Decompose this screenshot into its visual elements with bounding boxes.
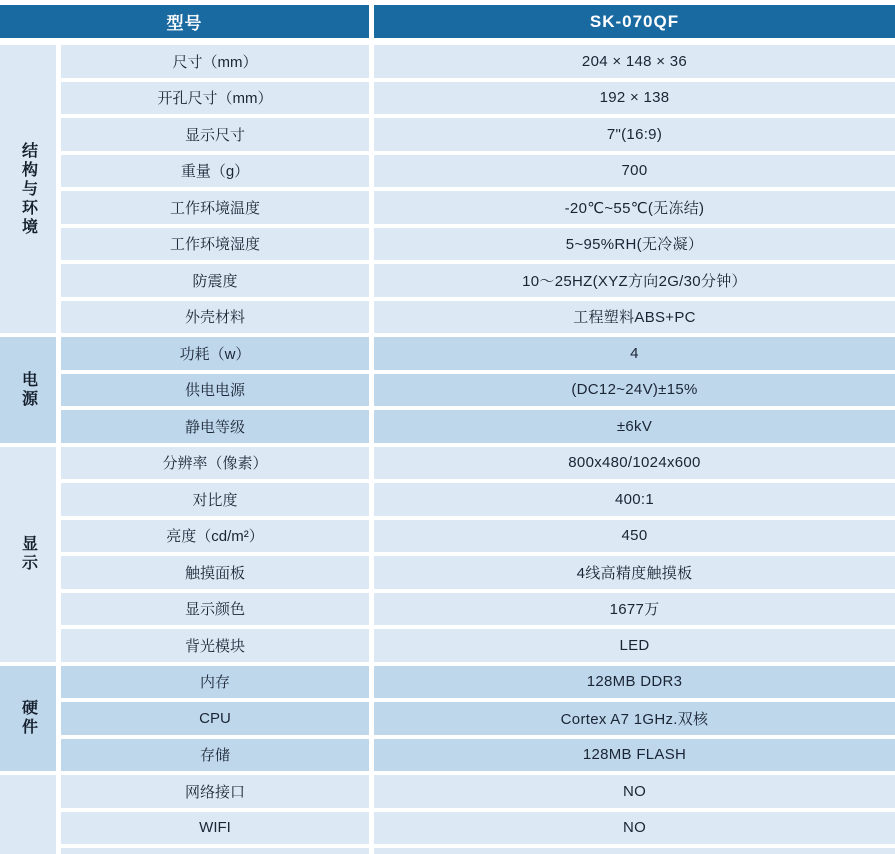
spec-value: 4 bbox=[374, 337, 895, 370]
spec-label: 分辨率（像素） bbox=[61, 447, 369, 480]
spec-label: 外壳材料 bbox=[61, 301, 369, 334]
spec-value: 5~95%RH(无冷凝） bbox=[374, 228, 895, 261]
spec-value: (DC12~24V)±15% bbox=[374, 374, 895, 407]
spec-value: 128MB FLASH bbox=[374, 739, 895, 772]
spec-label: 开孔尺寸（mm） bbox=[61, 82, 369, 115]
header-model-value: SK-070QF bbox=[374, 5, 895, 38]
spec-value: 7"(16:9) bbox=[374, 118, 895, 151]
spec-label: 静电等级 bbox=[61, 410, 369, 443]
spec-table bbox=[0, 45, 895, 854]
category-cell-power: 电源 bbox=[0, 337, 56, 443]
partial-next-row-label bbox=[61, 848, 369, 854]
spec-value: 450 bbox=[374, 520, 895, 553]
spec-label: 网络接口 bbox=[61, 775, 369, 808]
spec-value: 工程塑料ABS+PC bbox=[374, 301, 895, 334]
spec-value: NO bbox=[374, 775, 895, 808]
spec-value: 400:1 bbox=[374, 483, 895, 516]
spec-value: 700 bbox=[374, 155, 895, 188]
spec-value: 204 × 148 × 36 bbox=[374, 45, 895, 78]
spec-value: NO bbox=[374, 812, 895, 845]
spec-label: 显示尺寸 bbox=[61, 118, 369, 151]
spec-label: 内存 bbox=[61, 666, 369, 699]
spec-label: CPU bbox=[61, 702, 369, 735]
spec-value: Cortex A7 1GHz.双核 bbox=[374, 702, 895, 735]
spec-label: 亮度（cd/m²） bbox=[61, 520, 369, 553]
spec-label: 工作环境湿度 bbox=[61, 228, 369, 261]
spec-label: 防震度 bbox=[61, 264, 369, 297]
spec-value: 10～25HZ(XYZ方向2G/30分钟） bbox=[374, 264, 895, 297]
spec-value: 800x480/1024x600 bbox=[374, 447, 895, 480]
header-model-label: 型号 bbox=[0, 5, 369, 38]
category-cell-hardware: 硬件 bbox=[0, 666, 56, 772]
spec-label: 工作环境温度 bbox=[61, 191, 369, 224]
spec-value: 128MB DDR3 bbox=[374, 666, 895, 699]
category-cell-structure-environment: 结构与环境 bbox=[0, 45, 56, 333]
spec-label: 尺寸（mm） bbox=[61, 45, 369, 78]
spec-label: WIFI bbox=[61, 812, 369, 845]
spec-label: 显示颜色 bbox=[61, 593, 369, 626]
spec-label: 背光模块 bbox=[61, 629, 369, 662]
spec-label: 对比度 bbox=[61, 483, 369, 516]
spec-label: 供电电源 bbox=[61, 374, 369, 407]
category-cell-connectivity-blank bbox=[0, 775, 56, 854]
spec-label: 重量（g） bbox=[61, 155, 369, 188]
spec-value: 1677万 bbox=[374, 593, 895, 626]
spec-value: 192 × 138 bbox=[374, 82, 895, 115]
spec-label: 触摸面板 bbox=[61, 556, 369, 589]
partial-next-row-value bbox=[374, 848, 895, 854]
spec-label: 存储 bbox=[61, 739, 369, 772]
category-cell-display: 显示 bbox=[0, 447, 56, 662]
spec-value: LED bbox=[374, 629, 895, 662]
table-header-row bbox=[0, 5, 895, 38]
spec-label: 功耗（w） bbox=[61, 337, 369, 370]
spec-value: ±6kV bbox=[374, 410, 895, 443]
spec-value: -20℃~55℃(无冻结) bbox=[374, 191, 895, 224]
spec-value: 4线高精度触摸板 bbox=[374, 556, 895, 589]
